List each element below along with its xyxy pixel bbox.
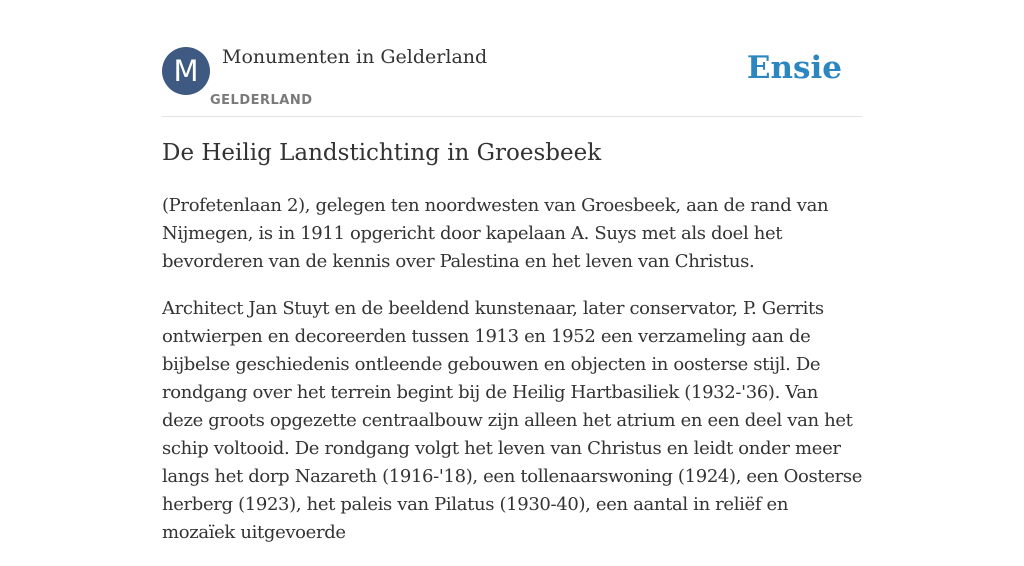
brand-logo[interactable]: Ensie (746, 50, 842, 86)
book-title-link[interactable]: Monumenten in Gelderland (222, 46, 488, 68)
article-paragraph: (Profetenlaan 2), gelegen ten noordwesten van Groesbeek, aan de rand van Nijmegen, is in 1911 opgericht door kapelaan A. Suys met als doel het bevorderen van de kennis over Palestina en het leven van Christus. (162, 195, 829, 272)
article-body (162, 192, 864, 566)
avatar[interactable]: M (162, 47, 210, 95)
page-header (162, 46, 862, 117)
article-paragraph: Architect Jan Stuyt en de beeldend kunstenaar, later conservator, P. Gerrits ontwierpen en decoreerden tussen 1913 en 1952 een verzameling aan de bijbelse geschiedenis ontleende gebouwen en objecten in oosterse stijl. De rondgang over het terrein begint bij de Heilig Hartbasiliek (1932-'36). Van deze groots opgezette centraalbouw zijn alleen het atrium en een deel van het schip voltooid. De rondgang volgt het leven van Christus en leidt onder meer langs het dorp Nazareth (1916-'18), een tollenaarswoning (1924), een Oosterse herberg (1923), het paleis van Pilatus (1930-40), een aantal in reliëf en mozaïek uitgevoerde (162, 298, 863, 543)
category-label[interactable]: GELDERLAND (210, 93, 313, 108)
article-title: De Heilig Landstichting in Groesbeek (162, 140, 602, 166)
